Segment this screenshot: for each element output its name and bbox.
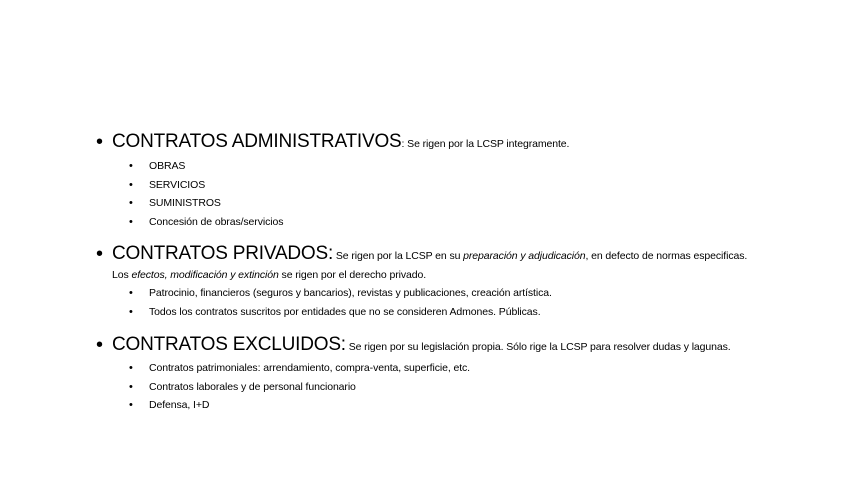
section-description-end: , en defecto de normas especificas. <box>585 250 748 262</box>
section-heading: CONTRATOS PRIVADOS: <box>112 243 334 264</box>
section-description-italic: preparación y adjudicación <box>463 250 586 262</box>
bullet-icon: • <box>129 215 133 228</box>
section-heading: CONTRATOS ADMINISTRATIVOS <box>112 131 402 152</box>
list-item-text: SUMINISTROS <box>149 197 221 209</box>
list-item <box>96 194 796 213</box>
list-item <box>96 176 796 195</box>
list-item-text: Concesión de obras/servicios <box>149 215 284 228</box>
bullet-icon: • <box>129 380 133 393</box>
list-item <box>96 303 796 322</box>
list-item <box>96 378 796 397</box>
list-item <box>96 359 796 378</box>
section-privados <box>96 243 796 321</box>
section-heading: CONTRATOS EXCLUIDOS: <box>112 334 346 355</box>
section-heading-line <box>96 334 796 358</box>
bullet-icon: • <box>129 197 133 209</box>
section-description: Se rigen por su legislación propia. Sólo rige la LCSP para resolver dudas y lagunas. <box>345 341 731 353</box>
list-item-text: OBRAS <box>149 160 186 172</box>
bullet-icon: • <box>129 178 133 191</box>
bullet-icon: • <box>129 399 133 411</box>
section-description-continuation <box>96 267 796 283</box>
bullet-icon: • <box>129 287 133 299</box>
sub-list <box>96 359 796 415</box>
section-administrativos <box>96 131 796 231</box>
list-item-text: SERVICIOS <box>149 178 206 191</box>
bullet-icon: • <box>96 243 104 265</box>
list-item-text: Contratos patrimoniales: arrendamiento, compra-venta, superficie, etc. <box>149 362 470 374</box>
list-item <box>96 396 796 415</box>
list-item-text: Todos los contratos suscritos por entidades que no se consideren Admones. Públicas. <box>149 305 541 318</box>
list-item <box>96 213 796 232</box>
list-item <box>96 157 796 176</box>
bullet-icon: • <box>129 305 133 318</box>
section-heading-line <box>96 131 796 155</box>
bullet-icon: • <box>96 334 104 356</box>
sub-list <box>96 284 796 321</box>
bullet-icon: • <box>96 131 104 153</box>
sub-list <box>96 157 796 231</box>
list-item <box>96 284 796 303</box>
bullet-icon: • <box>129 362 133 374</box>
list-item-text: Contratos laborales y de personal funcionario <box>149 380 356 393</box>
bullet-icon: • <box>129 160 133 172</box>
continuation-italic: efectos, modificación y extinción <box>131 269 279 281</box>
list-item-text: Defensa, I+D <box>149 399 210 411</box>
list-item-text: Patrocinio, financieros (seguros y bancarios), revistas y publicaciones, creación artística. <box>149 287 552 299</box>
section-heading-line <box>96 243 796 267</box>
continuation-end: se rigen por el derecho privado. <box>278 269 427 281</box>
section-excluidos <box>96 334 796 415</box>
section-description: : Se rigen por la LCSP integramente. <box>401 138 570 150</box>
section-description: Se rigen por la LCSP en su <box>333 250 464 262</box>
continuation-start: Los <box>112 269 132 281</box>
